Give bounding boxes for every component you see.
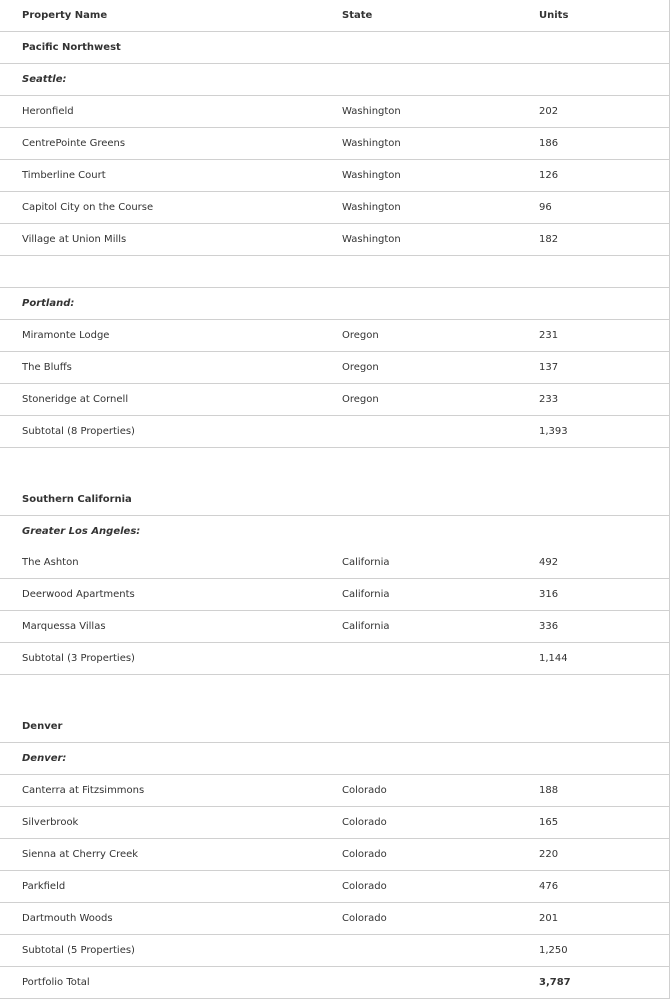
table-row — [0, 352, 669, 384]
table-row — [0, 839, 669, 871]
property-name: The Bluffs — [0, 352, 320, 384]
property-units: 188 — [517, 775, 669, 807]
property-state: Washington — [320, 128, 517, 160]
spacer-cell — [0, 256, 669, 288]
region-label: Denver — [0, 675, 669, 743]
subtotal-units: 1,250 — [517, 935, 669, 967]
property-state: Washington — [320, 160, 517, 192]
table-row — [0, 903, 669, 935]
property-state: California — [320, 579, 517, 611]
region-label: Southern California — [0, 448, 669, 516]
subtotal-label: Subtotal (5 Properties) — [0, 935, 320, 967]
property-units: 96 — [517, 192, 669, 224]
property-name: Dartmouth Woods — [0, 903, 320, 935]
property-state: Washington — [320, 224, 517, 256]
property-name: Miramonte Lodge — [0, 320, 320, 352]
region-row-denver — [0, 675, 669, 743]
subtotal-units: 1,144 — [517, 643, 669, 675]
property-units: 182 — [517, 224, 669, 256]
property-state: Oregon — [320, 320, 517, 352]
property-name: Capitol City on the Course — [0, 192, 320, 224]
property-name: Deerwood Apartments — [0, 579, 320, 611]
region-label: Pacific Northwest — [0, 32, 669, 64]
table-row — [0, 871, 669, 903]
property-state: Colorado — [320, 839, 517, 871]
subtotal-row-denver — [0, 935, 669, 967]
header-units: Units — [517, 0, 669, 32]
subtotal-state — [320, 935, 517, 967]
property-units: 165 — [517, 807, 669, 839]
subtotal-units: 1,393 — [517, 416, 669, 448]
table-row — [0, 320, 669, 352]
subtotal-state — [320, 643, 517, 675]
portfolio-total-units: 3,787 — [517, 967, 669, 999]
property-name: The Ashton — [0, 547, 320, 579]
property-units: 336 — [517, 611, 669, 643]
property-units: 492 — [517, 547, 669, 579]
city-label: Denver: — [0, 743, 669, 775]
table-row — [0, 224, 669, 256]
property-name: Sienna at Cherry Creek — [0, 839, 320, 871]
city-row-seattle — [0, 64, 669, 96]
header-row — [0, 0, 669, 32]
subtotal-state — [320, 416, 517, 448]
property-name: Heronfield — [0, 96, 320, 128]
property-name: Canterra at Fitzsimmons — [0, 775, 320, 807]
table-row — [0, 775, 669, 807]
city-label: Portland: — [0, 288, 669, 320]
property-units: 233 — [517, 384, 669, 416]
property-name: Parkfield — [0, 871, 320, 903]
property-name: Stoneridge at Cornell — [0, 384, 320, 416]
property-name: Village at Union Mills — [0, 224, 320, 256]
city-row-portland — [0, 288, 669, 320]
city-row-denver — [0, 743, 669, 775]
subtotal-label: Subtotal (8 Properties) — [0, 416, 320, 448]
table-row — [0, 579, 669, 611]
table-row — [0, 807, 669, 839]
city-label: Seattle: — [0, 64, 669, 96]
property-state: Colorado — [320, 807, 517, 839]
portfolio-total-row — [0, 967, 669, 999]
table-row — [0, 384, 669, 416]
table-row — [0, 547, 669, 579]
portfolio-total-label: Portfolio Total — [0, 967, 320, 999]
property-units: 202 — [517, 96, 669, 128]
property-state: Oregon — [320, 384, 517, 416]
property-state: Colorado — [320, 775, 517, 807]
property-units: 201 — [517, 903, 669, 935]
subtotal-row-pacific-northwest — [0, 416, 669, 448]
property-name: Marquessa Villas — [0, 611, 320, 643]
property-units: 186 — [517, 128, 669, 160]
subtotal-label: Subtotal (3 Properties) — [0, 643, 320, 675]
table-row — [0, 192, 669, 224]
spacer-row — [0, 256, 669, 288]
property-units: 137 — [517, 352, 669, 384]
property-state: California — [320, 611, 517, 643]
property-name: CentrePointe Greens — [0, 128, 320, 160]
city-label: Greater Los Angeles: — [22, 526, 141, 537]
property-units: 316 — [517, 579, 669, 611]
property-state: Colorado — [320, 903, 517, 935]
portfolio-total-state — [320, 967, 517, 999]
property-name: Silverbrook — [0, 807, 320, 839]
header-state: State — [320, 0, 517, 32]
property-state: Washington — [320, 192, 517, 224]
header-property-name: Property Name — [0, 0, 320, 32]
table-row — [0, 96, 669, 128]
property-state: Washington — [320, 96, 517, 128]
table-row — [0, 611, 669, 643]
property-units: 220 — [517, 839, 669, 871]
region-row-pacific-northwest — [0, 32, 669, 64]
table-row — [0, 128, 669, 160]
property-state: California — [320, 547, 517, 579]
property-units: 476 — [517, 871, 669, 903]
region-row-southern-california — [0, 448, 669, 516]
property-units: 231 — [517, 320, 669, 352]
property-state: Oregon — [320, 352, 517, 384]
property-state: Colorado — [320, 871, 517, 903]
subtotal-row-southern-california — [0, 643, 669, 675]
city-row-greater-los-angeles — [0, 516, 669, 548]
property-units: 126 — [517, 160, 669, 192]
table-row — [0, 160, 669, 192]
property-name: Timberline Court — [0, 160, 320, 192]
